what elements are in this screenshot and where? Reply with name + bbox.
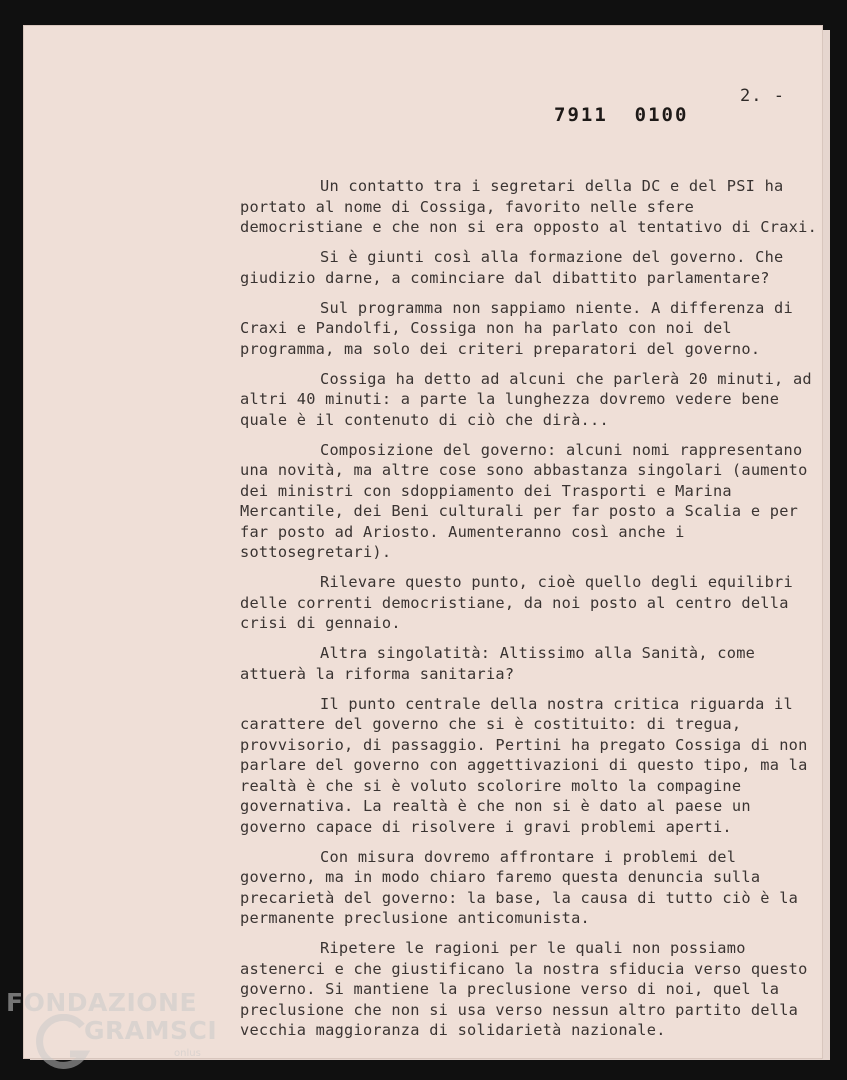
watermark-suffix: onlus (174, 1048, 201, 1059)
paragraph: Ripetere le ragioni per le quali non possiamo astenerci e che giustificano la nostra sfiducia verso questo governo. Si mantiene la preclusione verso di noi, quel la preclusione che non si usa verso nessun altro partito della vecchia maggioranza di solidarietà nazionale. (240, 939, 818, 1039)
watermark-line2: GRAMSCI (84, 1016, 218, 1045)
page-number: 2. - (740, 86, 785, 106)
typed-text-body (240, 176, 820, 1050)
paragraph: Composizione del governo: alcuni nomi rappresentano una novità, ma altre cose sono abbastanza singolari (aumento dei ministri con sdoppiamento dei Trasporti e Marina Mercantile, dei Beni culturali per far posto a Scalia e per far posto ad Ariosto. Aumenteranno così anche i sottosegretari). (240, 440, 818, 561)
fondazione-gramsci-watermark (6, 988, 216, 1068)
paragraph: Con misura dovremo affrontare i problemi del governo, ma in modo chiaro faremo questa denuncia sulla precarietà del governo: la base, la causa di tutto ciò è la permanente preclusione anticomunista. (240, 847, 808, 927)
watermark-line1: FONDAZIONE (6, 988, 198, 1017)
paragraph: Si è giunti così alla formazione del governo. Che giudizio darne, a cominciare dal dibattito parlamentare? (240, 248, 793, 287)
paragraph: Altra singolatità: Altissimo alla Sanità, come attuerà la riforma sanitaria? (240, 644, 765, 683)
paragraph: Il punto centrale della nostra critica riguarda il carattere del governo che si è costituito: di tregua, provvisorio, di passaggio. Pertini ha pregato Cossiga di non parlare del governo con aggettivazioni di questo tipo, ma la realtà è che si è voluto scolorire molto la compagine governativa. La realtà è che non si è dato al paese un governo capace di risolvere i gravi problemi aperti. (240, 694, 818, 836)
archive-code: 7911 0100 (554, 104, 689, 126)
document-page (24, 26, 822, 1058)
paragraph: Rilevare questo punto, cioè quello degli equilibri delle correnti democristiane, da noi posto al centro della crisi di gennaio. (240, 573, 803, 632)
paragraph: Sul programma non sappiamo niente. A differenza di Craxi e Pandolfi, Cossiga non ha parlato con noi del programma, ma solo dei criteri preparatori del governo. (240, 298, 803, 358)
paragraph: Cossiga ha detto ad alcuni che parlerà 20 minuti, ad altri 40 minuti: a parte la lunghezza dovremo vedere bene quale è il contenuto di ciò che dirà... (240, 369, 822, 429)
paragraph: Un contatto tra i segretari della DC e del PSI ha portato al nome di Cossiga, favorito nelle sfere democristiane e che non si era opposto al tentativo di Craxi. (240, 177, 818, 236)
